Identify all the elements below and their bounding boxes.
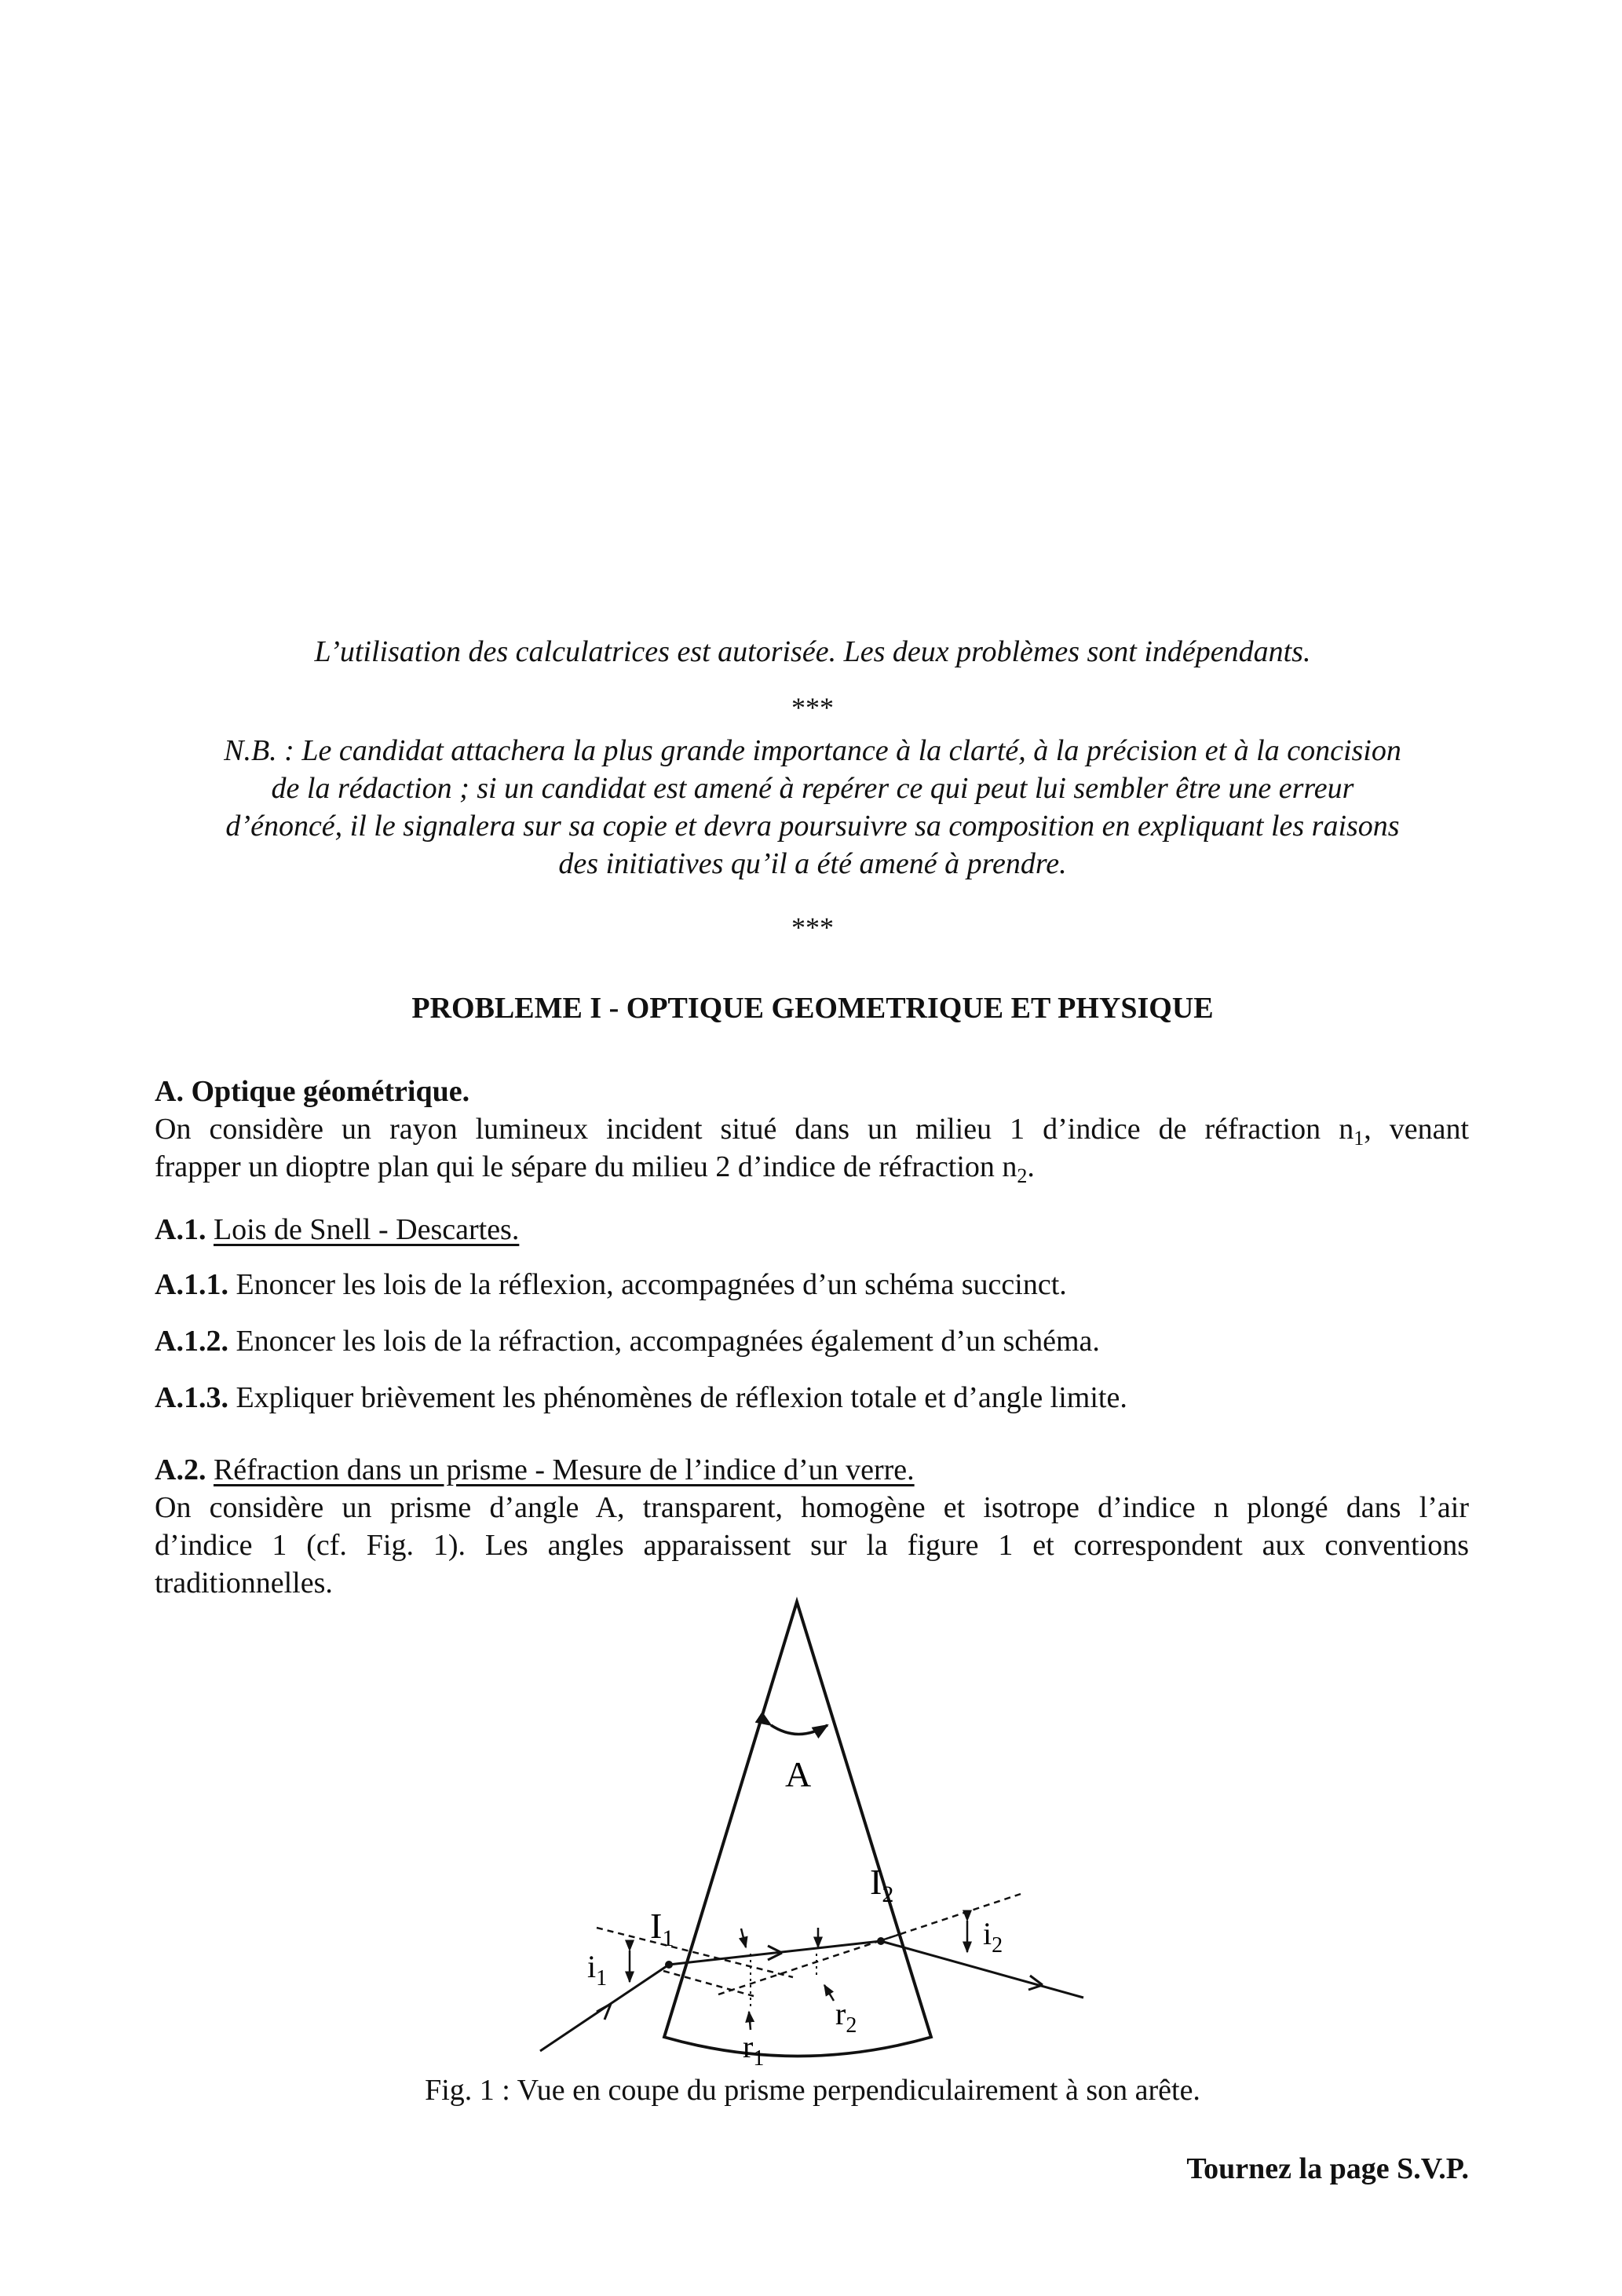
section-a-paragraph: [155, 1110, 1469, 1186]
refracted-ray: [669, 1941, 881, 1965]
prism-figure: [518, 1602, 1115, 2071]
section-a-heading: [155, 1073, 1469, 1110]
text-run: frapper un dioptre plan qui le sépare du milieu 2 d’indice de réfraction n: [155, 1150, 1017, 1183]
nb-line: des initiatives qu’il a été amené à prendre.: [558, 847, 1067, 880]
intro-text: L’utilisation des calculatrices est autorisée. Les deux problèmes sont indépendants.: [314, 635, 1311, 668]
paragraph-line: On considère un prisme d’angle A, transparent, homogène et isotrope d’indice n plongé dans l’air: [155, 1491, 1469, 1524]
question-text: Enoncer les lois de la réfraction, accompagnées également d’un schéma.: [236, 1325, 1100, 1358]
label-i1-point: $I_1$: [650, 1906, 674, 1951]
question-text: Expliquer brièvement les phénomènes de réflexion totale et d’angle limite.: [236, 1381, 1127, 1414]
question-a1-3: [155, 1379, 1469, 1417]
question-a1-1: [155, 1266, 1469, 1303]
text-run: , venant: [1364, 1113, 1470, 1146]
label-angle-r1: $r_1$: [743, 2029, 765, 2071]
paragraph-line: [155, 1110, 1469, 1148]
r1-angle-arrow-bottom: [749, 2012, 751, 2030]
apex-angle-arc: [771, 1725, 827, 1735]
question-a1-2: [155, 1322, 1469, 1360]
point-i2: [877, 1937, 885, 1945]
question-number: A.1.3.: [155, 1381, 228, 1414]
r1-angle-arrow-top: [741, 1929, 746, 1947]
question-number: A.1.1.: [155, 1268, 228, 1301]
question-a2: [155, 1451, 1469, 1489]
section-a-heading-text: A. Optique géométrique.: [155, 1075, 470, 1108]
question-a1: [155, 1211, 1469, 1249]
apex-label: A: [785, 1754, 812, 1794]
question-number: A.2.: [155, 1453, 206, 1486]
question-text: Enoncer les lois de la réflexion, accompagnées d’un schéma succinct.: [236, 1268, 1067, 1301]
subscript: 2: [1017, 1164, 1028, 1187]
nb-line: N.B. : Le candidat attachera la plus grande importance à la clarté, à la précision et à la concision: [224, 734, 1401, 767]
r2-angle-arrow-bottom: [824, 1985, 834, 2001]
nb-line: de la rédaction ; si un candidat est amené à repérer ce qui peut lui sembler être une erreur: [271, 772, 1354, 805]
section-a2-paragraph: [155, 1489, 1469, 1602]
point-i1: [665, 1961, 673, 1969]
subscript: 1: [1353, 1127, 1364, 1150]
figure-caption: Fig. 1 : Vue en coupe du prisme perpendiculairement à son arête.: [425, 2074, 1200, 2107]
nb-line: d’énoncé, il le signalera sur sa copie et devra poursuivre sa composition en expliquant les raisons: [225, 810, 1400, 843]
question-title: Réfraction dans un prisme - Mesure de l’indice d’un verre.: [213, 1453, 915, 1486]
paragraph-line: traditionnelles.: [155, 1567, 333, 1600]
separator-bottom: ***: [791, 912, 834, 943]
paragraph-line: d’indice 1 (cf. Fig. 1). Les angles apparaissent sur la figure 1 et correspondent aux conventions: [155, 1529, 1469, 1562]
question-number: A.1.2.: [155, 1325, 228, 1358]
footer-turn-page: Tournez la page S.V.P.: [1186, 2152, 1469, 2185]
question-number: A.1.: [155, 1213, 206, 1246]
label-angle-i2: $i_2$: [983, 1916, 1003, 1958]
separator-top: ***: [791, 692, 834, 723]
problem-title: PROBLEME I - OPTIQUE GEOMETRIQUE ET PHYSIQUE: [411, 992, 1214, 1025]
label-i2-point: $I_2$: [870, 1862, 894, 1907]
text-run: .: [1027, 1150, 1035, 1183]
label-angle-i1: $i_1$: [587, 1949, 608, 1991]
text-run: On considère un rayon lumineux incident situé dans un milieu 1 d’indice de réfraction n: [155, 1113, 1354, 1146]
incident-ray-arrow: [597, 2004, 611, 2020]
prism-outline: [664, 1602, 931, 2056]
question-title: Lois de Snell - Descartes.: [213, 1213, 520, 1246]
paragraph-line: [155, 1148, 1469, 1186]
nb-notice: [118, 732, 1507, 883]
label-angle-r2: $r_2$: [835, 1996, 857, 2038]
